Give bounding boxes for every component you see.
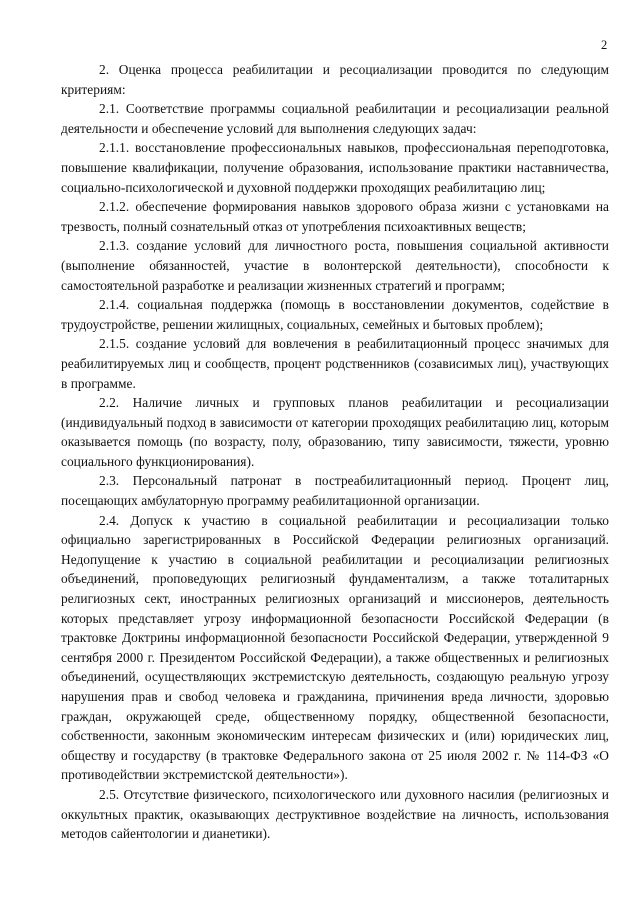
paragraph-2-1-1: 2.1.1. восстановление профессиональных навыков, профессиональная переподготовка, повышение квалификации, получение образования, использование практики наставничества, социально-психологической и духовной поддержки проходящих реабилитацию лиц; [61,140,609,195]
paragraph-2: 2. Оценка процесса реабилитации и ресоциализации проводится по следующим критериям: [61,62,609,97]
page-number: 2 [601,38,608,52]
paragraph-2-2: 2.2. Наличие личных и групповых планов реабилитации и ресоциализации (индивидуальный подход в зависимости от категории проходящих реабилитацию лиц, которым оказывается помощь (по возрасту, полу, образованию, типу зависимости, тяжести, уровню социального функционирования). [61,395,609,469]
paragraph-2-4: 2.4. Допуск к участию в социальной реабилитации и ресоциализации только официально зарегистрированных в Российской Федерации религиозных организаций. Недопущение к участию в социальной реабилитации и ресоциализации религиозных объединений, проповедующих религиозный фундаментализм, а также тоталитарных религиозных сект, иностранных религиозных организаций и миссионеров, деятельность которых представляет угрозу информационной безопасности Российской Федерации (в трактовке Доктрины информационной безопасности Российской Федерации, утвержденной 9 сентября 2000 г. Президентом Российской Федерации), а также общественных и религиозных объединений, осуществляющих экстремистскую деятельность, создающую реальную угрозу нарушения прав и свобод человека и гражданина, причинения вреда личности, здоровью граждан, окружающей среде, общественному порядку, общественной безопасности, собственности, законным экономическим интересам физических и (или) юридических лиц, обществу и государству (в трактовке Федерального закона от 25 июля 2002 г. № 114-ФЗ «О противодействии экстремистской деятельности»). [61,512,609,783]
paragraph-2-5: 2.5. Отсутствие физического, психологического или духовного насилия (религиозных и оккультных практик, оказывающих деструктивное воздействие на личность, использования методов сайентологии и дианетики). [61,786,609,842]
paragraph-2-3: 2.3. Персональный патронат в постреабилитационный период. Процент лиц, посещающих амбулаторную программу реабилитационной организации. [61,473,609,509]
paragraph-2-1: 2.1. Соответствие программы социальной реабилитации и ресоциализации реальной деятельности и обеспечение условий для выполнения следующих задач: [61,101,609,136]
paragraph-2-1-3: 2.1.3. создание условий для личностного роста, повышения социальной активности (выполнение обязанностей, участие в волонтерской деятельности), способности к самостоятельной разработке и реализации жизненных стратегий и программ; [61,238,609,293]
paragraph-2-1-2: 2.1.2. обеспечение формирования навыков здорового образа жизни с установками на трезвость, полный сознательный отказ от употребления психоактивных веществ; [61,199,609,234]
document-body [61,60,609,844]
paragraph-2-1-5: 2.1.5. создание условий для вовлечения в реабилитационный процесс значимых для реабилитируемых лиц и сообществ, процент родственников (созависимых лиц), участвующих в программе. [61,336,609,391]
paragraph-2-1-4: 2.1.4. социальная поддержка (помощь в восстановлении документов, содействие в трудоустройстве, решении жилищных, социальных, семейных и бытовых проблем); [61,297,609,332]
